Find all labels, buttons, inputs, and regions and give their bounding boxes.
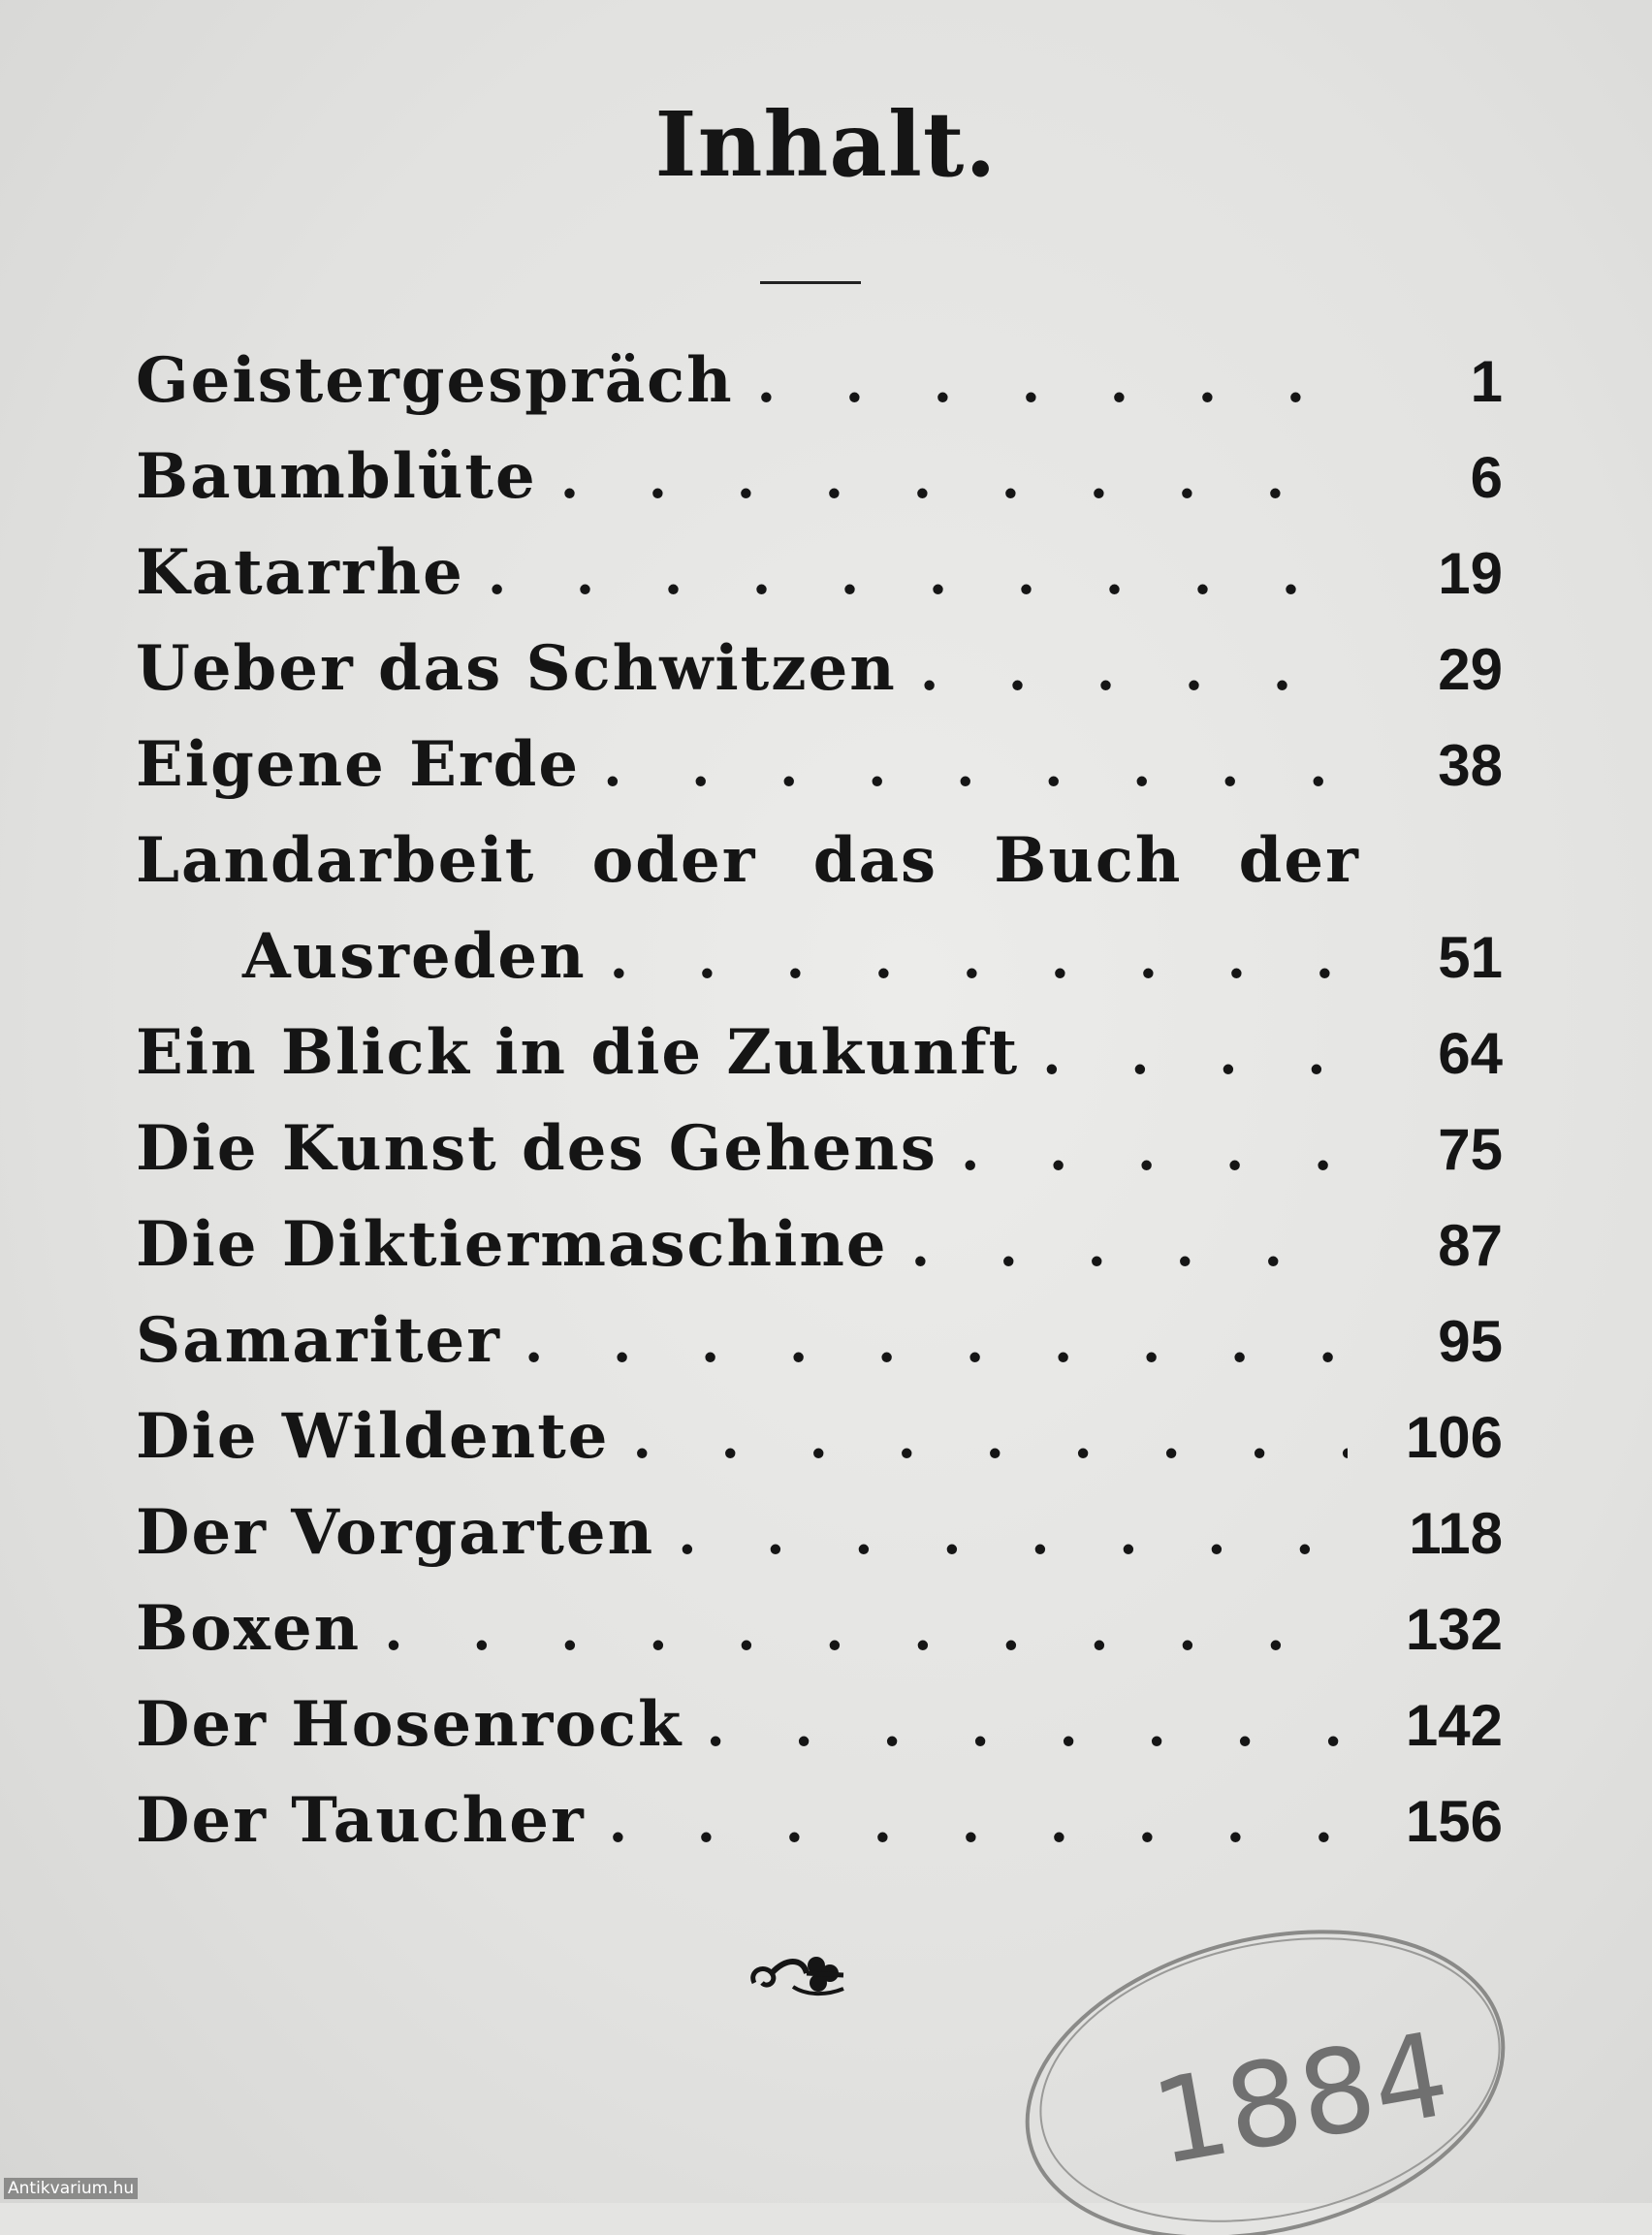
- toc-entry-title: Der Vorgarten: [136, 1496, 655, 1569]
- toc-entry: [136, 536, 1503, 632]
- toc-entry-page: 38: [1438, 733, 1503, 798]
- toc-entry-title: Der Hosenrock: [136, 1688, 683, 1761]
- toc-entry-page: 75: [1438, 1117, 1503, 1182]
- watermark-label: Antikvarium.hu: [4, 2178, 138, 2199]
- toc-entry: [136, 440, 1503, 536]
- leader-dots: [488, 543, 1348, 607]
- leader-dots: [706, 1695, 1348, 1759]
- pencil-circled-number: [1008, 1915, 1532, 2235]
- toc-entry-page: 87: [1438, 1213, 1503, 1278]
- toc-entry-title: Landarbeit oder das Buch der: [136, 824, 1360, 897]
- toc-entry-title: Baumblüte: [136, 440, 537, 513]
- toc-entry-continuation: [136, 920, 1503, 1016]
- toc-entry: [136, 1016, 1503, 1112]
- leader-dots: [524, 1311, 1348, 1375]
- toc-entry: [136, 1112, 1503, 1208]
- toc-entry: [136, 1688, 1503, 1784]
- leader-dots: [384, 1599, 1348, 1663]
- toc-entry-page: 132: [1405, 1597, 1503, 1662]
- toc-entry-page: 64: [1438, 1021, 1503, 1086]
- page-title: Inhalt.: [654, 92, 998, 197]
- floral-ornament-icon: [747, 1944, 853, 2002]
- toc-entry-page: 19: [1438, 541, 1503, 606]
- toc-entry: [136, 344, 1503, 440]
- leader-dots: [610, 927, 1348, 991]
- pencil-number-text: 1884: [1143, 2007, 1459, 2192]
- toc-entry-page: 118: [1409, 1501, 1503, 1566]
- toc-entry: [136, 1400, 1503, 1496]
- toc-entry-title: Ein Blick in die Zukunft: [136, 1016, 1020, 1089]
- toc-entry-first-line: [136, 824, 1503, 920]
- toc-entry-page: 106: [1405, 1405, 1503, 1470]
- toc-entry: [136, 632, 1503, 728]
- toc-entry-title: Boxen: [136, 1592, 362, 1665]
- toc-entry: [136, 1784, 1503, 1880]
- toc-entry-title: Ausreden: [242, 920, 587, 993]
- leader-dots: [1042, 1023, 1348, 1087]
- toc-entry-page: 142: [1405, 1693, 1503, 1758]
- toc-entry-page: 6: [1470, 445, 1503, 510]
- toc-entry-title: Eigene Erde: [136, 728, 581, 801]
- toc-entry-page: 1: [1470, 349, 1503, 414]
- table-of-contents: [136, 344, 1503, 1880]
- toc-entry-page: 29: [1438, 637, 1503, 702]
- leader-dots: [603, 735, 1348, 799]
- toc-entry-title: Die Wildente: [136, 1400, 610, 1473]
- leader-dots: [560, 447, 1348, 511]
- leader-dots: [632, 1407, 1348, 1471]
- leader-dots: [678, 1503, 1348, 1567]
- toc-entry-title: Die Diktiermaschine: [136, 1208, 888, 1281]
- toc-entry: [136, 1304, 1503, 1400]
- leader-dots: [609, 1791, 1348, 1855]
- leader-dots: [961, 1119, 1348, 1183]
- toc-entry: [136, 1208, 1503, 1304]
- toc-entry-title: Katarrhe: [136, 536, 464, 609]
- toc-entry-title: Ueber das Schwitzen: [136, 632, 897, 705]
- title-divider: [760, 281, 861, 284]
- toc-entry-title: Samariter: [136, 1304, 501, 1377]
- toc-entry-title: Geistergespräch: [136, 344, 734, 417]
- toc-entry-title: Der Taucher: [136, 1784, 586, 1857]
- toc-entry-page: 51: [1438, 925, 1503, 990]
- toc-entry: [136, 728, 1503, 824]
- toc-entry-page: 95: [1438, 1309, 1503, 1374]
- leader-dots: [911, 1215, 1348, 1279]
- toc-entry: [136, 1592, 1503, 1688]
- leader-dots: [920, 639, 1348, 703]
- toc-entry-title: Die Kunst des Gehens: [136, 1112, 937, 1185]
- toc-entry: [136, 1496, 1503, 1592]
- toc-entry-page: 156: [1405, 1789, 1503, 1854]
- leader-dots: [757, 351, 1348, 415]
